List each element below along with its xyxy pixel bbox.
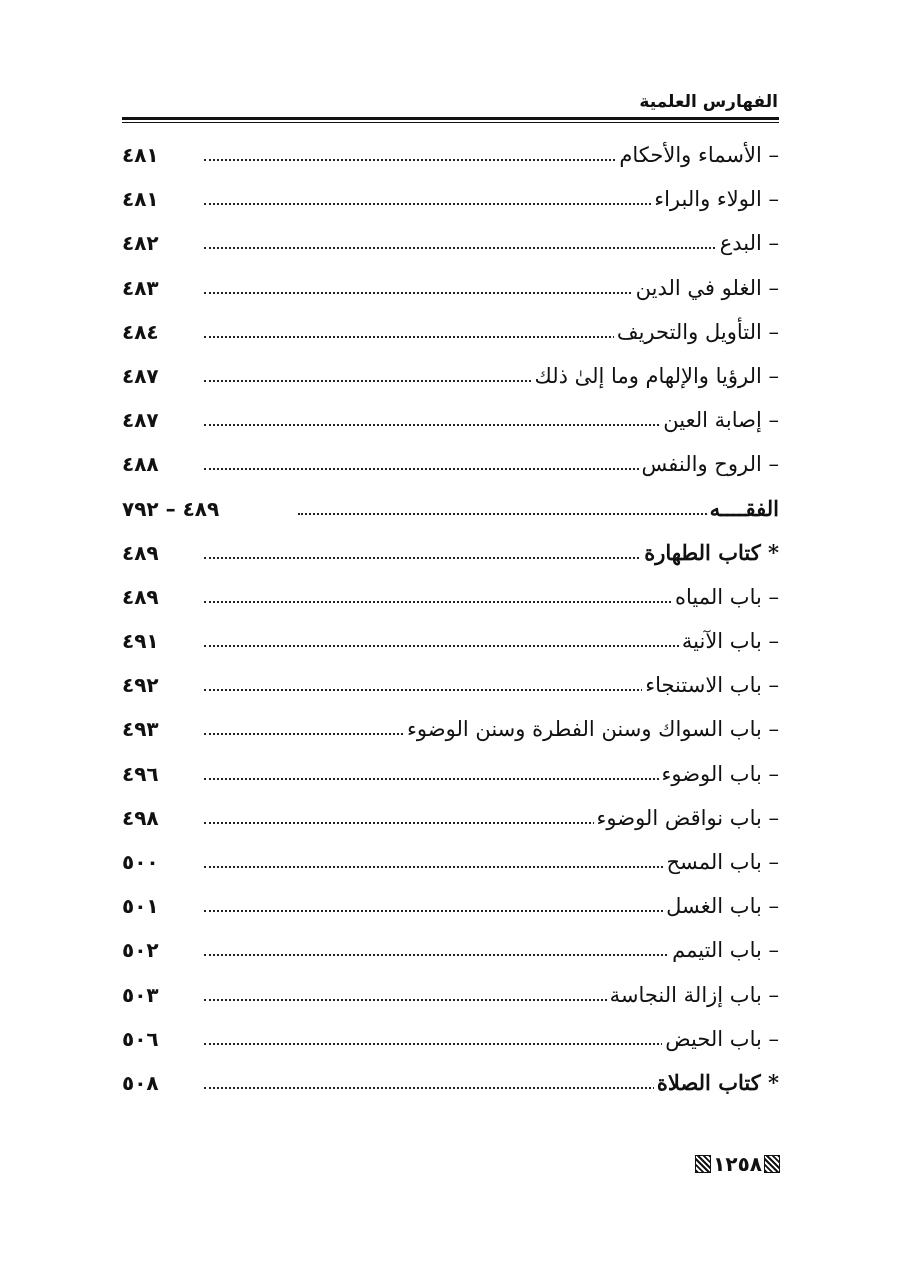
toc-page-number: ٥٠٨ bbox=[122, 1070, 159, 1095]
toc-page-number: ٤٨٩ – ٧٩٢ bbox=[122, 496, 220, 521]
toc-book-row bbox=[122, 1061, 779, 1105]
toc-page-number: ٤٨٧ bbox=[122, 408, 159, 433]
toc-row bbox=[122, 973, 779, 1017]
toc-page-number: ٤٨١ bbox=[122, 187, 159, 212]
toc-row bbox=[122, 133, 779, 177]
toc-entry-title: – باب المياه bbox=[672, 575, 779, 619]
page-number: ١٢٥٨ bbox=[713, 1152, 762, 1176]
toc-page-number: ٤٨١ bbox=[122, 143, 159, 167]
toc-entry-title: – باب الآنية bbox=[679, 619, 779, 663]
toc-row bbox=[122, 707, 779, 751]
toc-entry-title: – الأسماء والأحكام bbox=[616, 133, 779, 177]
running-header-title: الفهارس العلمية bbox=[639, 92, 778, 112]
toc-page-number: ٤٨٢ bbox=[122, 231, 159, 256]
toc-row bbox=[122, 177, 779, 221]
toc-row bbox=[122, 266, 779, 310]
toc-row bbox=[122, 442, 779, 486]
toc-entry-title: – باب المسح bbox=[663, 840, 779, 884]
toc-entry-title: – باب الغسل bbox=[663, 884, 779, 928]
toc-page-number: ٤٨٩ bbox=[122, 584, 159, 609]
toc-row bbox=[122, 752, 779, 796]
toc-row bbox=[122, 663, 779, 707]
toc-entry-title: – الغلو في الدين bbox=[633, 266, 779, 310]
toc-page-number: ٤٩٣ bbox=[122, 717, 159, 742]
toc-row bbox=[122, 796, 779, 840]
dot-leader bbox=[204, 247, 779, 249]
toc-row bbox=[122, 575, 779, 619]
table-of-contents bbox=[122, 133, 779, 1105]
toc-entry-title: – باب الحيض bbox=[662, 1017, 779, 1061]
toc-row bbox=[122, 928, 779, 972]
ornament-icon bbox=[764, 1155, 780, 1173]
header-rule-thin bbox=[122, 122, 779, 123]
toc-page-number: ٤٨٧ bbox=[122, 363, 159, 388]
toc-page-number: ٥٠٦ bbox=[122, 1026, 159, 1051]
toc-entry-title: – التأويل والتحريف bbox=[614, 310, 779, 354]
toc-entry-title: – إصابة العين bbox=[660, 398, 779, 442]
toc-row bbox=[122, 884, 779, 928]
toc-page-number: ٤٩٦ bbox=[122, 761, 159, 786]
toc-row bbox=[122, 310, 779, 354]
toc-page-number: ٤٨٩ bbox=[122, 540, 159, 565]
toc-row bbox=[122, 1017, 779, 1061]
toc-page-number: ٥٠٣ bbox=[122, 982, 159, 1007]
toc-entry-title: * كتاب الطهارة bbox=[641, 531, 779, 575]
toc-page-number: ٥٠١ bbox=[122, 894, 159, 919]
toc-page-number: ٥٠٠ bbox=[122, 850, 159, 874]
toc-page-number: ٤٩٨ bbox=[122, 805, 159, 830]
toc-entry-title: – باب التيمم bbox=[669, 928, 779, 972]
toc-entry-title: – الرؤيا والإلهام وما إلىٰ ذلك bbox=[532, 354, 779, 398]
toc-entry-title: الفقــــه bbox=[707, 487, 779, 531]
toc-row bbox=[122, 354, 779, 398]
ornament-icon bbox=[695, 1155, 711, 1173]
toc-entry-title: – باب السواك وسنن الفطرة وسنن الوضوء bbox=[404, 707, 779, 751]
toc-entry-title: – الولاء والبراء bbox=[651, 177, 779, 221]
toc-row bbox=[122, 619, 779, 663]
toc-page-number: ٤٩١ bbox=[122, 629, 159, 654]
toc-entry-title: – باب نواقض الوضوء bbox=[594, 796, 779, 840]
toc-book-row bbox=[122, 531, 779, 575]
page-footer bbox=[580, 1152, 780, 1182]
toc-row bbox=[122, 398, 779, 442]
toc-page-number: ٤٨٣ bbox=[122, 275, 159, 300]
toc-entry-title: – باب إزالة النجاسة bbox=[607, 973, 779, 1017]
toc-page-number: ٤٨٨ bbox=[122, 452, 159, 477]
toc-page-number: ٤٨٤ bbox=[122, 319, 159, 344]
toc-entry-title: – باب الوضوء bbox=[659, 752, 780, 796]
toc-page-number: ٤٩٢ bbox=[122, 673, 159, 698]
toc-section-row bbox=[122, 487, 779, 531]
toc-entry-title: – البدع bbox=[717, 221, 779, 265]
header-rule bbox=[122, 117, 779, 120]
toc-row bbox=[122, 840, 779, 884]
toc-page-number: ٥٠٢ bbox=[122, 938, 159, 963]
toc-row bbox=[122, 221, 779, 265]
toc-entry-title: – باب الاستنجاء bbox=[642, 663, 779, 707]
toc-entry-title: – الروح والنفس bbox=[639, 442, 779, 486]
toc-entry-title: * كتاب الصلاة bbox=[654, 1061, 779, 1105]
